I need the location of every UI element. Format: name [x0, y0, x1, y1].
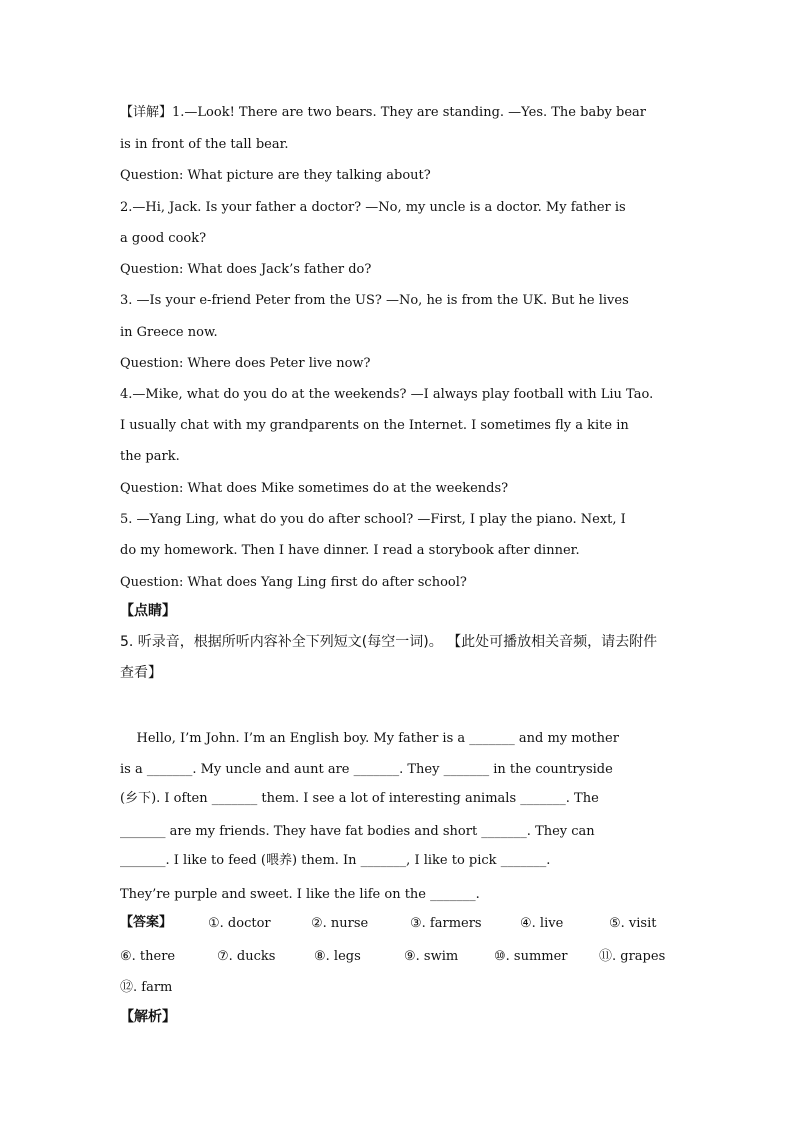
answer-item: ③. farmers [410, 916, 482, 931]
analysis-heading: 【解析】 [120, 1009, 176, 1025]
answer-item: ⑩. summer [494, 949, 568, 964]
answer-item: ⑤. visit [609, 916, 657, 931]
explanation-line: do my homework. Then I have dinner. I read a storybook after dinner. [120, 543, 580, 558]
explanation-line: I usually chat with my grandparents on the Internet. I sometimes fly a kite in [120, 418, 629, 433]
passage-line: _______. I like to feed (喂养) them. In _______, I like to pick _______. [120, 853, 551, 868]
explanation-line: Question: What does Jack’s father do? [120, 262, 372, 277]
answer-item: ②. nurse [311, 916, 369, 931]
answer-item: ①. doctor [208, 916, 271, 931]
explanation-line: Question: What does Yang Ling first do after school? [120, 575, 467, 590]
answer-item: ⑦. ducks [217, 949, 276, 964]
answer-item: ⑨. swim [404, 949, 459, 964]
passage-line: is a _______. My uncle and aunt are _______. They _______ in the countryside [120, 762, 613, 777]
answer-item: ⑥. there [120, 949, 176, 964]
explanation-line: the park. [120, 449, 180, 464]
answer-item: ⑪. grapes [599, 949, 666, 964]
explanation-line: Question: What does Mike sometimes do at the weekends? [120, 481, 509, 496]
explanation-line: 5. —Yang Ling, what do you do after school? —First, I play the piano. Next, I [120, 512, 626, 527]
explanation-line: 2.—Hi, Jack. Is your father a doctor? —No, my uncle is a doctor. My father is [120, 200, 626, 215]
passage-line: _______ are my friends. They have fat bodies and short _______. They can [120, 824, 595, 839]
explanation-line: 3. —Is your e-friend Peter from the US? —No, he is from the UK. But he lives [120, 293, 629, 308]
explanation-line: is in front of the tall bear. [120, 137, 289, 152]
explanation-line: Question: What picture are they talking about? [120, 168, 431, 183]
answer-heading: 【答案】 [120, 915, 173, 930]
passage-line: They’re purple and sweet. I like the life on the _______. [120, 887, 480, 902]
passage-line: (乡下). I often _______ them. I see a lot of interesting animals _______. The [120, 791, 599, 806]
passage-line: Hello, I’m John. I’m an English boy. My father is a _______ and my mother [120, 731, 619, 746]
question-5-instruction-cont: 查看】 [120, 665, 162, 681]
explanation-line: in Greece now. [120, 325, 218, 340]
explanation-line: Question: Where does Peter live now? [120, 356, 371, 371]
answer-item: ⑧. legs [314, 949, 361, 964]
explanation-line: a good cook? [120, 231, 207, 246]
explanation-line: 【详解】1.—Look! There are two bears. They are standing. —Yes. The baby bear [120, 105, 646, 120]
answer-item: ④. live [520, 916, 564, 931]
dianjing-heading: 【点睛】 [120, 603, 176, 619]
question-5-instruction: 5. 听录音，根据所听内容补全下列短文(每空一词)。 【此处可播放相关音频，请去附件 [120, 634, 658, 650]
answer-item: ⑫. farm [120, 980, 173, 995]
explanation-line: 4.—Mike, what do you do at the weekends? —I always play football with Liu Tao. [120, 387, 654, 402]
